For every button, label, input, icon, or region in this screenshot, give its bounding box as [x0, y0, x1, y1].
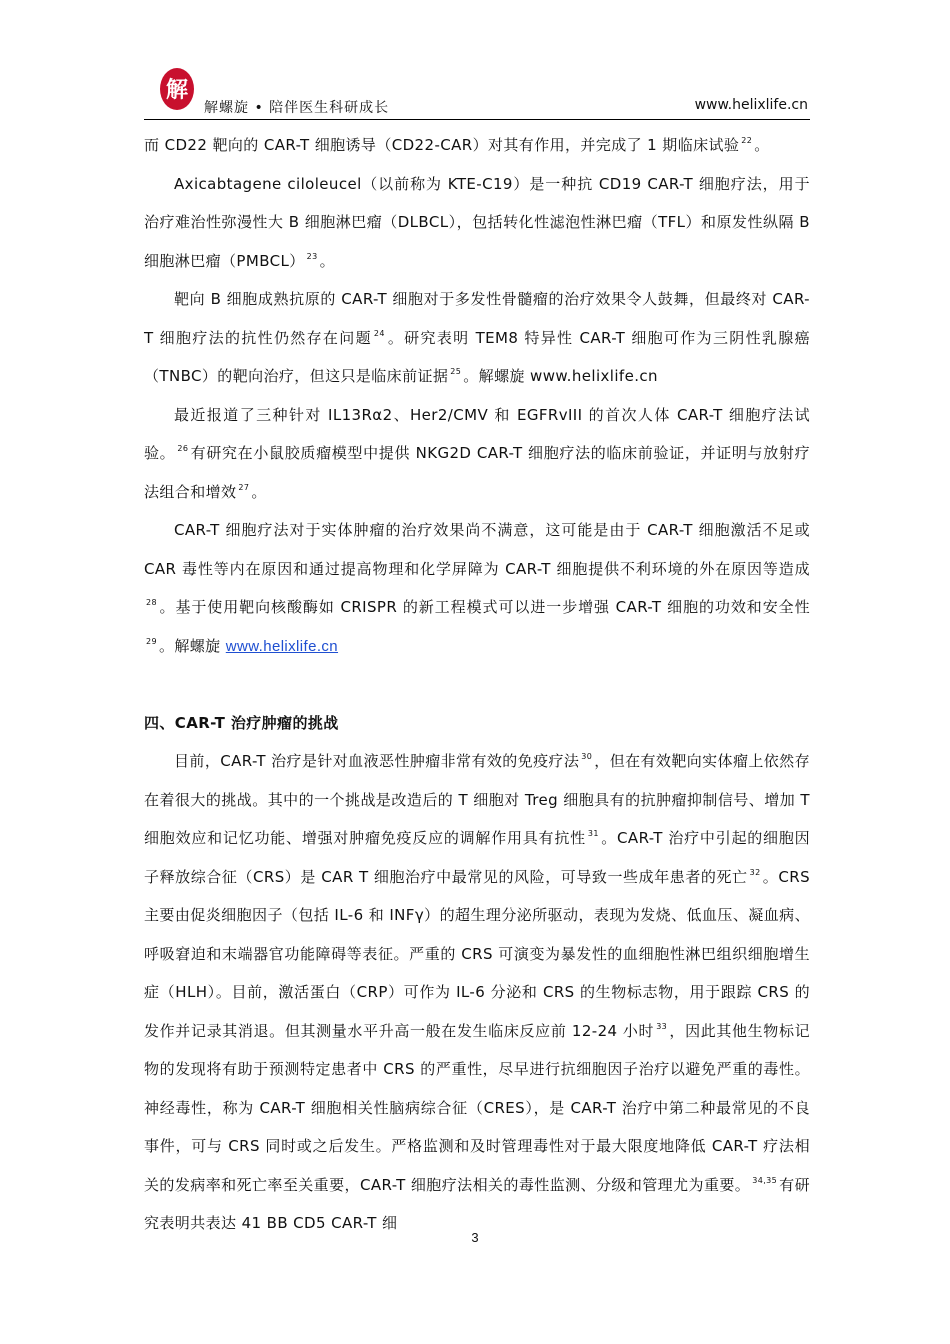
paragraph-text: 。CRS 主要由促炎细胞因子（包括 IL-6 和 INFγ）的超生理分泌所驱动，表现为发烧、低血压、凝血病、呼吸窘迫和末端器官功能障碍等表征。严重的 CRS 可演变为暴发性的血细胞性淋巴组织细胞增生症（HLH）。目前，激活蛋白（CRP）可作为 IL-6 分泌和 CRS 的生物标志物，用于跟踪 CRS 的发作并记录其消退。但其测量水平升高一般在发生临床反应前 12-24 小时: [144, 867, 810, 1040]
document-body: [144, 126, 810, 1243]
helixlife-link[interactable]: www.helixlife.cn: [225, 637, 339, 655]
citation-marker: 33: [656, 1021, 668, 1031]
citation-marker: 27: [238, 482, 250, 492]
citation-marker: 22: [741, 136, 753, 145]
section-heading: 四、CAR-T 治疗肿瘤的挑战: [144, 714, 339, 732]
paragraph-text: Axicabtagene ciloleucel（以前称为 KTE-C19）是一种抗 CD19 CAR-T 细胞疗法，用于治疗难治性弥漫性大 B 细胞淋巴瘤（DLBCL），包括转化性滤泡性淋巴瘤（TFL）和原发性纵隔 B 细胞淋巴瘤（PMBCL）: [144, 174, 810, 270]
paragraph-text: ，因此其他生物标记物的发现将有助于预测特定患者中 CRS 的严重性，尽早进行抗细胞因子治疗以避免严重的毒性。神经毒性，称为 CAR-T 细胞相关性脑病综合征（CRES），是 CAR-T 治疗中第二种最常见的不良事件，可与 CRS 同时或之后发生。严格监测和及时管理毒性对于最大限度地降低 CAR-T 疗法相关的发病率和死亡率至关重要，CAR-T 细胞疗法相关的毒性监测、分级和管理尤为重要。: [144, 1021, 810, 1194]
header-divider: [144, 119, 810, 120]
header-site-url[interactable]: www.helixlife.cn: [694, 97, 808, 113]
paragraph-text: 有研究在小鼠胶质瘤模型中提供 NKG2D CAR-T 细胞疗法的临床前验证，并证明与放射疗法组合和增效: [144, 444, 810, 501]
paragraph-text: 。CAR-T 治疗中引起的细胞因子释放综合征（CRS）是 CAR T 细胞治疗中最常见的风险，可导致一些成年患者的死亡: [144, 829, 811, 886]
citation-marker: 34,35: [752, 1175, 778, 1185]
citation-marker: 28: [146, 598, 157, 607]
citation-marker: 30: [581, 752, 593, 761]
page-header: [144, 60, 810, 122]
paragraph-3: [144, 280, 810, 396]
citation-marker: 23: [306, 251, 318, 261]
paragraph-text: 最近报道了三种针对 IL13Rα2、Her2/CMV 和 EGFRvIII 的首次人体 CAR-T 细胞疗法试验。: [144, 405, 810, 462]
citation-marker: 31: [587, 829, 599, 838]
citation-marker: 25: [450, 367, 462, 376]
paragraph-text: 靶向 B 细胞成熟抗原的 CAR-T 细胞对于多发性骨髓瘤的治疗效果令人鼓舞，但最终对 CAR-T 细胞疗法的抗性仍然存在问题: [144, 290, 810, 347]
paragraph-text: CAR-T 细胞疗法对于实体肿瘤的治疗效果尚不满意，这可能是由于 CAR-T 细胞激活不足或 CAR 毒性等内在原因和通过提高物理和化学屏障为 CAR-T 细胞提供不利环境的外在原因等造成: [144, 521, 810, 578]
header-brand: 解螺旋 • 陪伴医生科研成长: [204, 100, 390, 116]
paragraph-text: ，但在有效靶向实体瘤上依然存在着很大的挑战。其中的一个挑战是改造后的 T 细胞对 Treg 细胞具有的抗肿瘤抑制信号、增加 T 细胞效应和记忆功能、增强对肿瘤免疫反应的调解作用具有抗性: [144, 752, 810, 847]
citation-marker: 26: [177, 444, 189, 453]
paragraph-2: [144, 165, 810, 281]
paragraph-text: 。研究表明 TEM8 特异性 CAR-T 细胞可作为三阴性乳腺癌（TNBC）的靶向治疗，但这只是临床前证据: [144, 328, 810, 385]
logo-char: 解: [165, 77, 189, 103]
citation-marker: 29: [146, 636, 157, 646]
helixlife-logo-icon: [158, 66, 196, 112]
paragraph-text: 。解螺旋 www.helixlife.cn: [463, 367, 658, 385]
paragraph-text: 有研究表明共表达 41 BB CD5 CAR-T 细: [144, 1175, 810, 1232]
section-paragraph: [144, 742, 810, 1243]
paragraph-text: 。: [319, 251, 336, 270]
paragraph-5: [144, 511, 810, 666]
paragraph-text: 。: [754, 136, 770, 154]
paragraph-1: [144, 126, 810, 165]
paragraph-text: 而 CD22 靶向的 CAR-T 细胞诱导（CD22-CAR）对其有作用，并完成了 1 期临床试验: [144, 136, 740, 154]
citation-marker: 32: [749, 867, 761, 877]
paragraph-text: 。: [251, 482, 267, 501]
paragraph-text: 目前，CAR-T 治疗是针对血液恶性肿瘤非常有效的免疫疗法: [174, 752, 580, 770]
paragraph-text: 。解螺旋: [158, 636, 226, 655]
paragraph-4: [144, 396, 810, 512]
citation-marker: 24: [373, 328, 385, 338]
paragraph-text: 。基于使用靶向核酸酶如 CRISPR 的新工程模式可以进一步增强 CAR-T 细胞的功效和安全性: [158, 598, 810, 616]
page-number: 3: [471, 1230, 479, 1245]
